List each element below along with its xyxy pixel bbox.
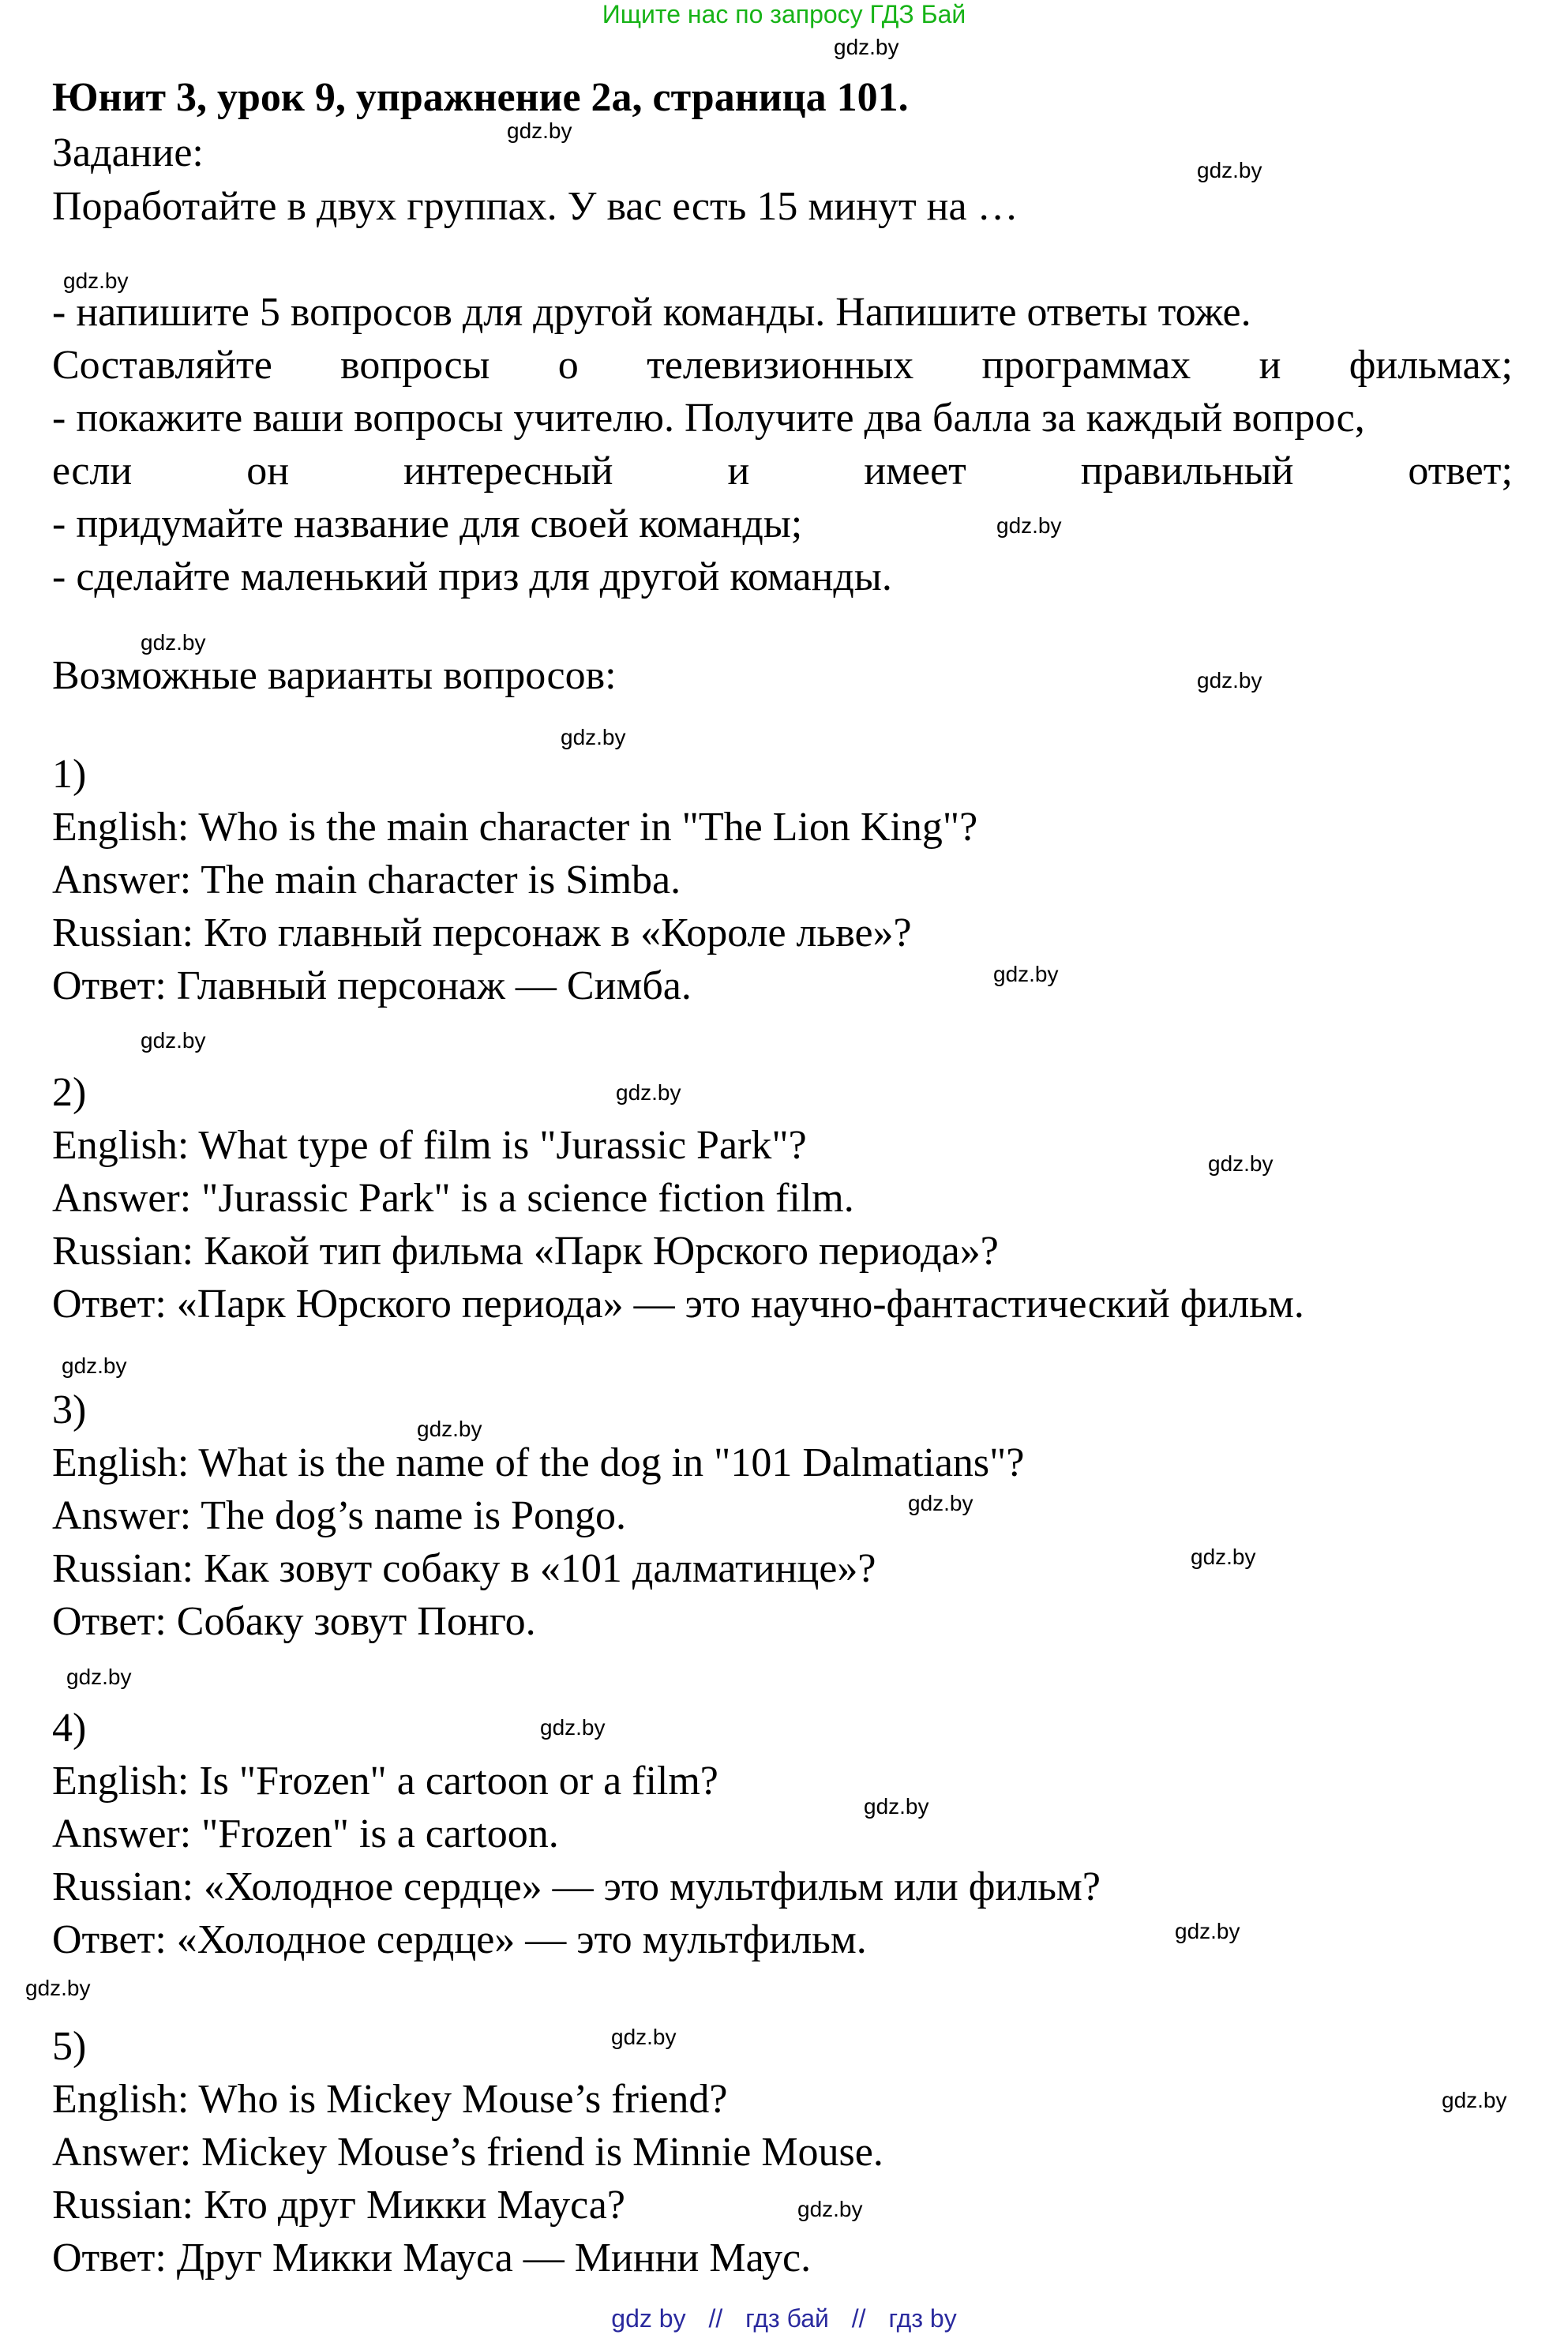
task-label: Задание: — [52, 130, 204, 175]
watermark: gdz.by — [66, 1665, 132, 1689]
word: Составляйте — [52, 343, 272, 388]
watermark: gdz.by — [561, 725, 626, 749]
question-english: English: What type of film is "Jurassic Park"? — [52, 1123, 807, 1168]
question-russian: Russian: «Холодное сердце» — это мультфильм или фильм? — [52, 1864, 1101, 1909]
watermark: gdz.by — [62, 1353, 127, 1378]
question-english: English: Is "Frozen" a cartoon or a film? — [52, 1759, 718, 1804]
footer-link-gdz-by-cyr[interactable]: гдз by — [888, 2304, 957, 2333]
watermark: gdz.by — [1197, 158, 1262, 182]
watermark: gdz.by — [1442, 2088, 1507, 2112]
watermark: gdz.by — [1208, 1151, 1274, 1176]
watermark: gdz.by — [25, 1976, 91, 2000]
question-number: 1) — [52, 752, 87, 797]
watermark: gdz.by — [864, 1794, 929, 1819]
watermark: gdz.by — [141, 1028, 206, 1053]
watermark: gdz.by — [507, 118, 572, 143]
watermark: gdz.by — [797, 2197, 863, 2221]
question-russian: Russian: Кто друг Микки Мауса? — [52, 2183, 625, 2228]
watermark: gdz.by — [540, 1715, 606, 1740]
watermark: gdz.by — [616, 1080, 681, 1105]
question-otvet: Ответ: «Парк Юрского периода» — это научно-фантастический фильм. — [52, 1282, 1304, 1327]
watermark: gdz.by — [996, 513, 1062, 538]
watermark: gdz.by — [611, 2025, 677, 2049]
top-banner-link[interactable]: Ищите нас по запросу ГДЗ Бай — [602, 0, 966, 28]
word: и — [727, 449, 750, 494]
question-otvet: Ответ: Друг Микки Мауса — Минни Маус. — [52, 2236, 812, 2281]
question-english: English: What is the name of the dog in "101 Dalmatians"? — [52, 1440, 1025, 1485]
watermark: gdz.by — [1175, 1919, 1240, 1943]
word: и — [1259, 343, 1281, 388]
question-number: 4) — [52, 1706, 87, 1751]
question-answer: Answer: "Frozen" is a cartoon. — [52, 1811, 559, 1856]
question-answer: Answer: Mickey Mouse’s friend is Minnie Mouse. — [52, 2130, 883, 2175]
question-number: 5) — [52, 2024, 87, 2069]
task-line-1: - напишите 5 вопросов для другой команды. Напишите ответы тоже. — [52, 290, 1251, 335]
watermark: gdz.by — [1197, 668, 1262, 693]
word: правильный — [1080, 449, 1294, 494]
question-otvet: Ответ: Главный персонаж — Симба. — [52, 963, 692, 1008]
watermark: gdz.by — [63, 268, 129, 293]
task-line-2: - покажите ваши вопросы учителю. Получите два балла за каждый вопрос, — [52, 396, 1365, 441]
question-answer: Answer: The main character is Simba. — [52, 858, 681, 903]
task-intro: Поработайте в двух группах. У вас есть 15 минут на … — [52, 184, 1018, 229]
footer-link-gdz-by[interactable]: gdz by — [611, 2304, 686, 2333]
watermark: gdz.by — [417, 1417, 482, 1441]
task-line-justified-1 — [52, 345, 1513, 386]
question-otvet: Ответ: Собаку зовут Понго. — [52, 1599, 536, 1644]
footer-links — [0, 2304, 1568, 2333]
question-russian: Russian: Какой тип фильма «Парк Юрского периода»? — [52, 1229, 999, 1274]
word: телевизионных — [647, 343, 914, 388]
question-answer: Answer: "Jurassic Park" is a science fiction film. — [52, 1176, 854, 1221]
word: интересный — [403, 449, 613, 494]
word: фильмах; — [1349, 343, 1513, 388]
word: ответ; — [1408, 449, 1513, 494]
footer-link-gdz-bai[interactable]: гдз бай — [745, 2304, 829, 2333]
variants-label: Возможные варианты вопросов: — [52, 653, 617, 698]
question-english: English: Who is Mickey Mouse’s friend? — [52, 2077, 728, 2122]
word: о — [557, 343, 579, 388]
question-number: 3) — [52, 1387, 87, 1432]
question-russian: Russian: Кто главный персонаж в «Короле льве»? — [52, 910, 912, 955]
page-title: Юнит 3, урок 9, упражнение 2а, страница 101. — [52, 75, 909, 120]
watermark: gdz.by — [908, 1491, 973, 1515]
word: он — [246, 449, 290, 494]
watermark: gdz.by — [1191, 1545, 1256, 1569]
question-english: English: Who is the main character in "The Lion King"? — [52, 805, 978, 850]
question-answer: Answer: The dog’s name is Pongo. — [52, 1493, 626, 1538]
question-russian: Russian: Как зовут собаку в «101 далматинце»? — [52, 1546, 876, 1591]
footer-separator: // — [851, 2304, 866, 2333]
task-line-4: - сделайте маленький приз для другой команды. — [52, 554, 892, 599]
footer-separator: // — [708, 2304, 723, 2333]
word: имеет — [864, 449, 966, 494]
watermark: gdz.by — [834, 35, 899, 59]
watermark: gdz.by — [141, 630, 206, 655]
task-line-justified-2 — [52, 451, 1513, 492]
watermark: gdz.by — [993, 962, 1059, 986]
task-line-3: - придумайте название для своей команды; — [52, 501, 803, 546]
word: если — [52, 449, 133, 494]
question-number: 2) — [52, 1070, 87, 1115]
question-otvet: Ответ: «Холодное сердце» — это мультфильм. — [52, 1917, 867, 1962]
word: вопросы — [340, 343, 490, 388]
word: программах — [981, 343, 1191, 388]
